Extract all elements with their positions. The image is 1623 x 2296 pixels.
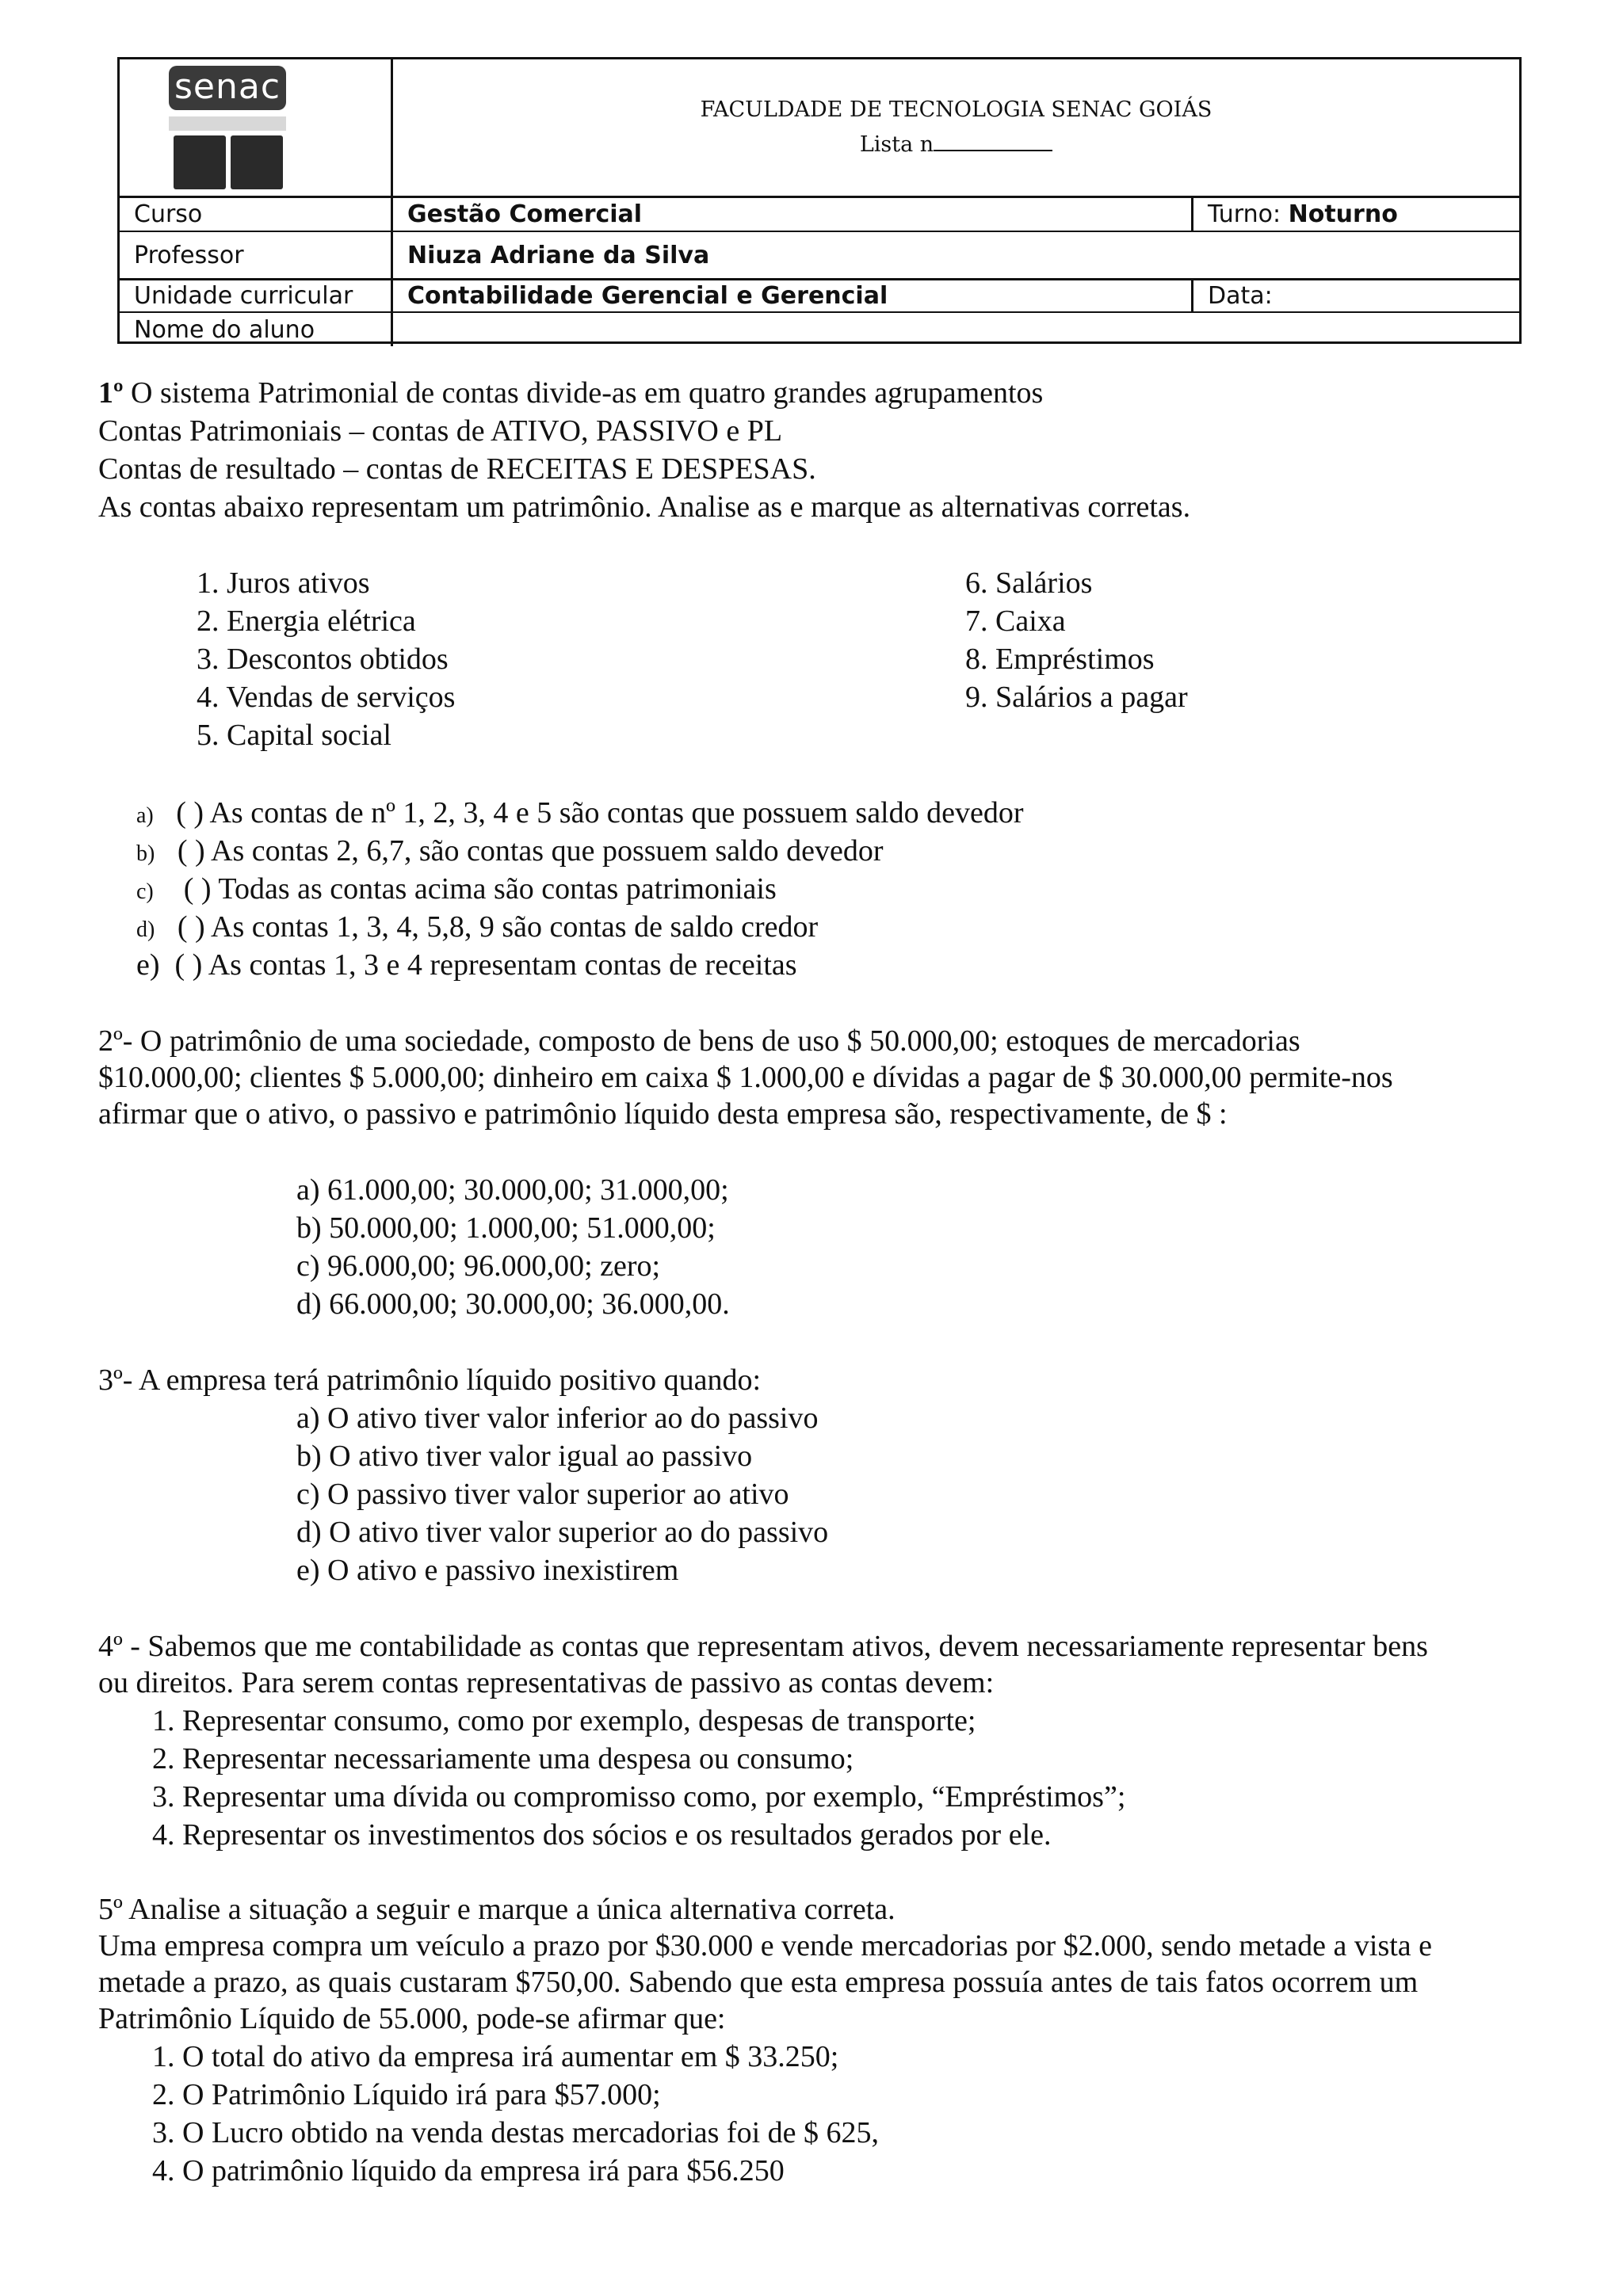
list-number: Lista n [393,131,1519,157]
date-label[interactable]: Data: [1208,282,1273,310]
row-student [120,311,1519,346]
q1-option-e[interactable]: e) ( ) As contas 1, 3 e 4 representam contas de receitas [136,948,797,982]
q3-line: 3º- A empresa terá patrimônio líquido positivo quando: [98,1363,762,1397]
row-professor [120,231,1519,278]
q2-line-1: 2º- O patrimônio de uma sociedade, composto de bens de uso $ 50.000,00; estoques de mercadorias [98,1024,1300,1058]
unit-label: Unidade curricular [120,280,393,311]
q4-option-4[interactable]: 4. Representar os investimentos dos sócios e os resultados gerados por ele. [152,1818,1052,1852]
student-label: Nome do aluno [120,313,393,346]
row-unit [120,278,1519,311]
student-name-field[interactable] [393,313,1519,346]
shift-cell: Turno: Noturno [1208,200,1398,228]
q1-line-4: As contas abaixo representam um patrimônio. Analise as e marque as alternativas corretas. [98,490,1191,524]
unit-value: Contabilidade Gerencial e Gerencial [393,280,1193,311]
q1-account-5: 5. Capital social [197,719,391,752]
q1-option-d[interactable]: d) ( ) As contas 1, 3, 4, 5,8, 9 são contas de saldo credor [136,910,819,944]
q4-option-3[interactable]: 3. Representar uma dívida ou compromisso como, por exemplo, “Empréstimos”; [152,1780,1126,1814]
q2-option-d[interactable]: d) 66.000,00; 30.000,00; 36.000,00. [296,1287,730,1321]
q3-option-c[interactable]: c) O passivo tiver valor superior ao ativo [296,1478,789,1511]
q1-account-7: 7. Caixa [965,605,1066,638]
q1-line-3: Contas de resultado – contas de RECEITAS E DESPESAS. [98,452,816,486]
q1-option-a[interactable]: a) ( ) As contas de nº 1, 2, 3, 4 e 5 são contas que possuem saldo devedor [136,796,1024,830]
q1-account-6: 6. Salários [965,566,1093,600]
logo-cell [120,59,393,196]
q2-line-3: afirmar que o ativo, o passivo e patrimônio líquido desta empresa são, respectivamente, de $ : [98,1097,1228,1131]
q3-option-d[interactable]: d) O ativo tiver valor superior ao do passivo [296,1516,829,1549]
q5-line-4: Patrimônio Líquido de 55.000, pode-se afirmar que: [98,2002,726,2035]
professor-label: Professor [120,232,393,278]
q1-line-2: Contas Patrimoniais – contas de ATIVO, PASSIVO e PL [98,414,783,448]
q1-line-1: 1º O sistema Patrimonial de contas divide-as em quatro grandes agrupamentos [98,376,1044,410]
q2-option-a[interactable]: a) 61.000,00; 30.000,00; 31.000,00; [296,1173,729,1207]
professor-value: Niuza Adriane da Silva [407,241,710,269]
q1-account-8: 8. Empréstimos [965,643,1155,676]
q2-option-c[interactable]: c) 96.000,00; 96.000,00; zero; [296,1249,661,1283]
senac-logo [169,66,286,193]
q5-line-2: Uma empresa compra um veículo a prazo por $30.000 e vende mercadorias por $2.000, sendo metade a vista e [98,1929,1433,1962]
logo-square-left [174,135,226,189]
q3-option-a[interactable]: a) O ativo tiver valor inferior ao do passivo [296,1402,819,1435]
logo-wordmark: senac [169,66,286,110]
q2-option-b[interactable]: b) 50.000,00; 1.000,00; 51.000,00; [296,1211,716,1245]
institution-title: FACULDADE DE TECNOLOGIA SENAC GOIÁS [700,97,1212,122]
course-value: Gestão Comercial [393,198,1193,231]
q1-account-1: 1. Juros ativos [197,566,370,600]
q1-account-3: 3. Descontos obtidos [197,643,449,676]
q2-line-2: $10.000,00; clientes $ 5.000,00; dinheiro em caixa $ 1.000,00 e dívidas a pagar de $ 30.000,00 permite-nos [98,1061,1393,1094]
q1-account-4: 4. Vendas de serviços [197,681,456,714]
q5-option-4[interactable]: 4. O patrimônio líquido da empresa irá para $56.250 [152,2154,785,2187]
shift-value: Noturno [1288,200,1398,228]
logo-square-right [231,135,283,189]
header-table [117,57,1522,344]
q4-line-2: ou direitos. Para serem contas representativas de passivo as contas devem: [98,1666,995,1699]
q1-account-2: 2. Energia elétrica [197,605,416,638]
q5-line-3: metade a prazo, as quais custaram $750,00. Sabendo que esta empresa possuía antes de tais fatos ocorrem um [98,1966,1419,1999]
title-cell [393,59,1519,196]
q3-option-b[interactable]: b) O ativo tiver valor igual ao passivo [296,1440,753,1473]
q1-account-9: 9. Salários a pagar [965,681,1188,714]
q5-line-1: 5º Analise a situação a seguir e marque a única alternativa correta. [98,1893,896,1926]
q1-option-b[interactable]: b) ( ) As contas 2, 6,7, são contas que possuem saldo devedor [136,834,884,868]
q4-option-2[interactable]: 2. Representar necessariamente uma despesa ou consumo; [152,1742,854,1775]
q3-option-e[interactable]: e) O ativo e passivo inexistirem [296,1554,679,1587]
q1-option-c[interactable]: c) ( ) Todas as contas acima são contas patrimoniais [136,872,777,906]
q5-option-2[interactable]: 2. O Patrimônio Líquido irá para $57.000; [152,2078,661,2111]
q4-option-1[interactable]: 1. Representar consumo, como por exemplo, despesas de transporte; [152,1704,976,1737]
q5-option-1[interactable]: 1. O total do ativo da empresa irá aumentar em $ 33.250; [152,2040,839,2073]
course-label: Curso [120,198,393,231]
q5-option-3[interactable]: 3. O Lucro obtido na venda destas mercadorias foi de $ 625, [152,2116,880,2149]
q4-line-1: 4º - Sabemos que me contabilidade as contas que representam ativos, devem necessariamente representar bens [98,1630,1428,1663]
row-course [120,196,1519,231]
list-number-blank[interactable] [934,131,1052,151]
